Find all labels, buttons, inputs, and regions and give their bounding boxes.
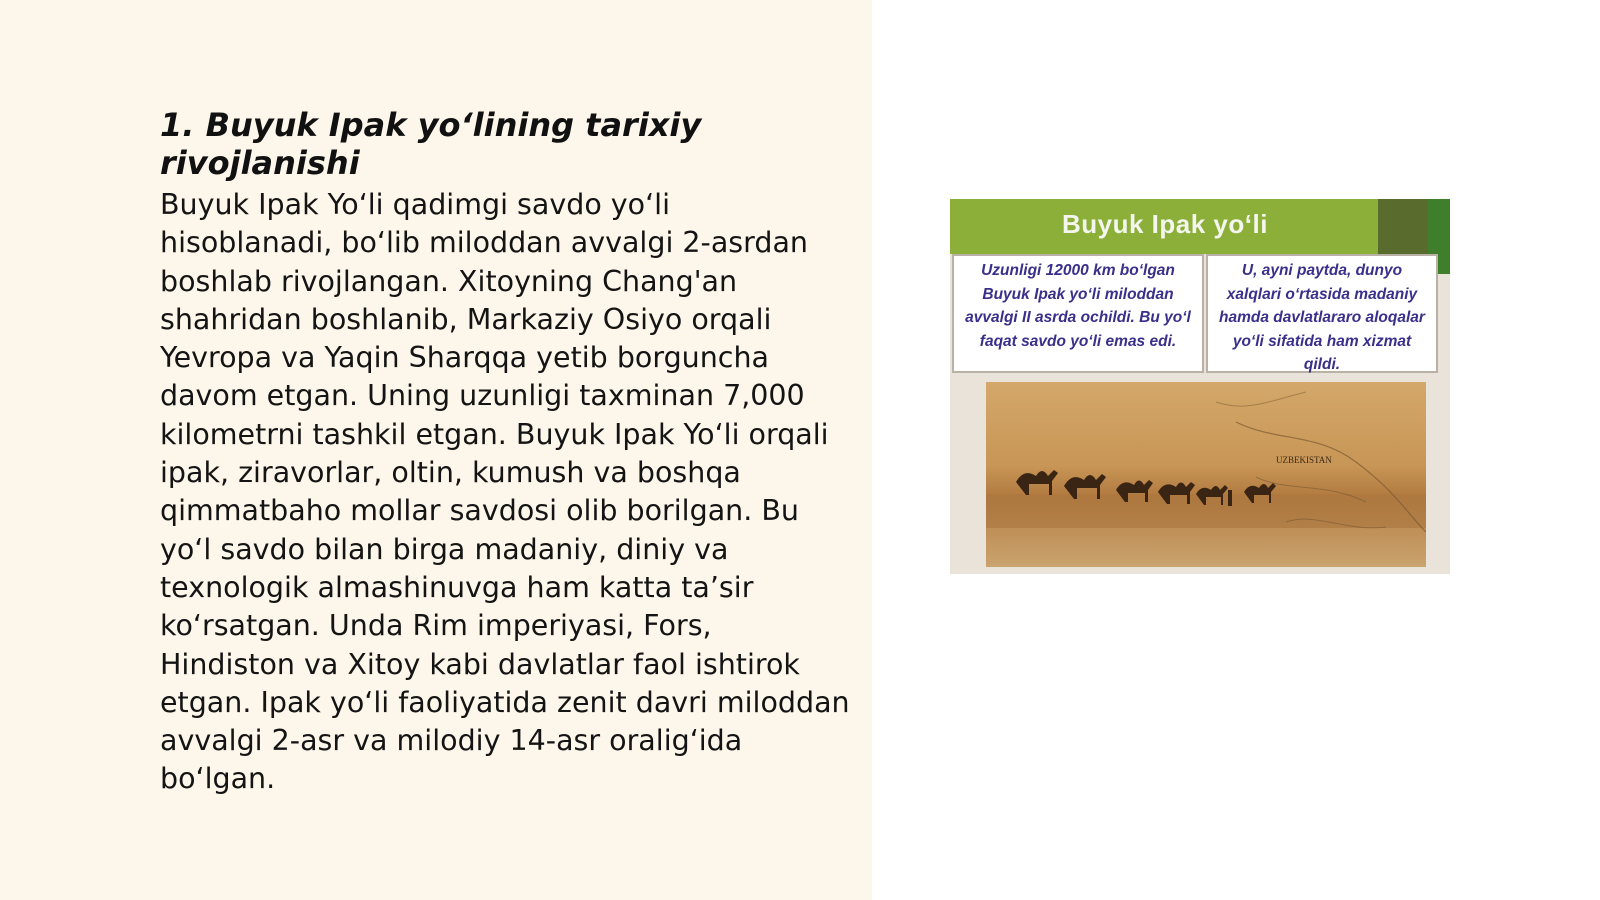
slide-body-text: Buyuk Ipak Yo‘li qadimgi savdo yo‘li hisoblanadi, bo‘lib miloddan avvalgi 2-asrdan boshlab rivojlangan. Xitoyning Chang'an shahridan boshlanib, Markaziy Osiyo orqali Yevropa va Yaqin Sharqqa yetib borguncha davom etgan. Uning uzunligi taxminan 7,000 kilometrni tashkil etgan. Buyuk Ipak Yo‘li orqali ipak, ziravorlar, oltin, kumush va boshqa qimmatbaho mollar savdosi olib borilgan. Bu yo‘l savdo bilan birga madaniy, diniy va texnologik almashinuvga ham katta ta’sir ko‘rsatgan. Unda Rim imperiyasi, Fors, Hindiston va Xitoy kabi davlatlar faol ishtirok etgan. Ipak yo‘li faoliyatida zenit davri miloddan avvalgi 2-asr va milodiy 14-asr oralig‘ida bo‘lgan.: [160, 188, 850, 796]
info-box-length: Uzunligi 12000 km bo‘lgan Buyuk Ipak yo‘li miloddan avvalgi II asrda ochildi. Bu yo‘l faqat savdo yo‘li emas edi.: [952, 254, 1204, 373]
info-box-culture: U, ayni paytda, dunyo xalqlari o‘rtasida madaniy hamda davlatlararo aloqalar yo‘li sifatida ham xizmat qildi.: [1206, 254, 1438, 373]
caravan-map-image: [986, 382, 1426, 567]
infographic-title: Buyuk Ipak yo‘li: [1062, 209, 1268, 239]
caravan-illustration: [986, 382, 1426, 567]
map-label-uzbekistan: UZBEKISTAN: [1276, 455, 1332, 465]
slide-title: 1. Buyuk Ipak yo‘lining tarixiy rivojlanishi: [160, 106, 702, 182]
silk-road-infographic: [950, 199, 1450, 574]
